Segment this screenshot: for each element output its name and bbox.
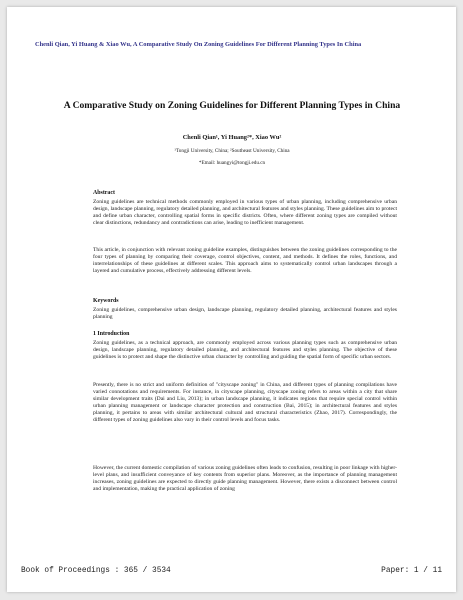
introduction-heading: 1 Introduction	[93, 331, 130, 337]
introduction-paragraph-3: However, the current domestic compilation of various zoning guidelines often leads to confusion, resulting in poor linkage with higher-level plans, and insufficient conveyance of key contents from superior plans. Moreover, as the importance of planning management increases, zoning guidelines are expected to directly guide planning management. However, there exists a disconnect between control and implementation, making the practical application of zoning	[93, 465, 397, 492]
keywords-heading: Keywords	[93, 298, 119, 304]
running-head: Chenli Qian, Yi Huang & Xiao Wu, A Comparative Study On Zoning Guidelines For Different Planning Types In China	[35, 41, 362, 48]
keywords-text: Zoning guidelines, comprehensive urban design, landscape planning, regulatory detailed planning, architectural features and styles planning	[93, 307, 397, 320]
abstract-paragraph-1: Zoning guidelines are technical methods commonly employed in various types of urban planning, including comprehensive urban design, landscape planning, regulatory detailed planning, and architectural features and styles planning. These guidelines aim to protect and define urban character, controlling spatial forms in specific districts. Often, where different zoning types are compiled without clear distinctions, redundancy and contradictions can arise, leading to inefficient management.	[93, 199, 397, 226]
corresponding-email: *Email: huangyi@tongji.edu.cn	[198, 160, 266, 166]
abstract-heading: Abstract	[93, 190, 115, 196]
paper-page-counter: Paper: 1 / 11	[381, 567, 442, 575]
paper-title: A Comparative Study on Zoning Guidelines for Different Planning Types in China	[63, 100, 401, 111]
introduction-paragraph-2: Presently, there is no strict and uniform definition of "cityscape zoning" in China, and different types of planning compilations have varied connotations and requirements. For instance, in cityscape planning, cityscape zoning refers to areas within a city that share similar development traits (Dai and Liu, 2013); in urban landscape planning, it indicates regions that require special control within urban planning management or landscape character protection and construction (Bai, 2015); in architectural features and styles planning, it pertains to areas with similar architectural cultural and structural characteristics (Zhao, 2017). Correspondingly, the different types of zoning guidelines also vary in their control levels and focus tasks.	[93, 382, 397, 423]
paper-page	[7, 7, 456, 592]
abstract-paragraph-2: This article, in conjunction with relevant zoning guideline examples, distinguishes between the zoning guidelines corresponding to the four types of planning by comparing their coverage, control objectives, content, and methods. It defines the roles, functions, and interrelationships of these guidelines at different scales. This approach aims to systematically control urban landscapes through a layered and cumulative process, effectively addressing different levels.	[93, 247, 397, 274]
author-list: Chenli Qian¹, Yi Huang²*, Xiao Wu²	[182, 134, 282, 141]
introduction-paragraph-1: Zoning guidelines, as a technical approach, are commonly employed across various planning types such as comprehensive urban design, landscape planning, regulatory detailed planning, and architectural features and styles planning. The objective of these guidelines is to protect and shape the distinctive urban character by controlling and guiding the spatial form of specific urban sectors.	[93, 340, 397, 360]
affiliations: ¹Tongji University, China; ²Southeast University, China	[174, 148, 290, 154]
proceedings-page-counter: Book of Proceedings : 365 / 3534	[21, 567, 171, 575]
